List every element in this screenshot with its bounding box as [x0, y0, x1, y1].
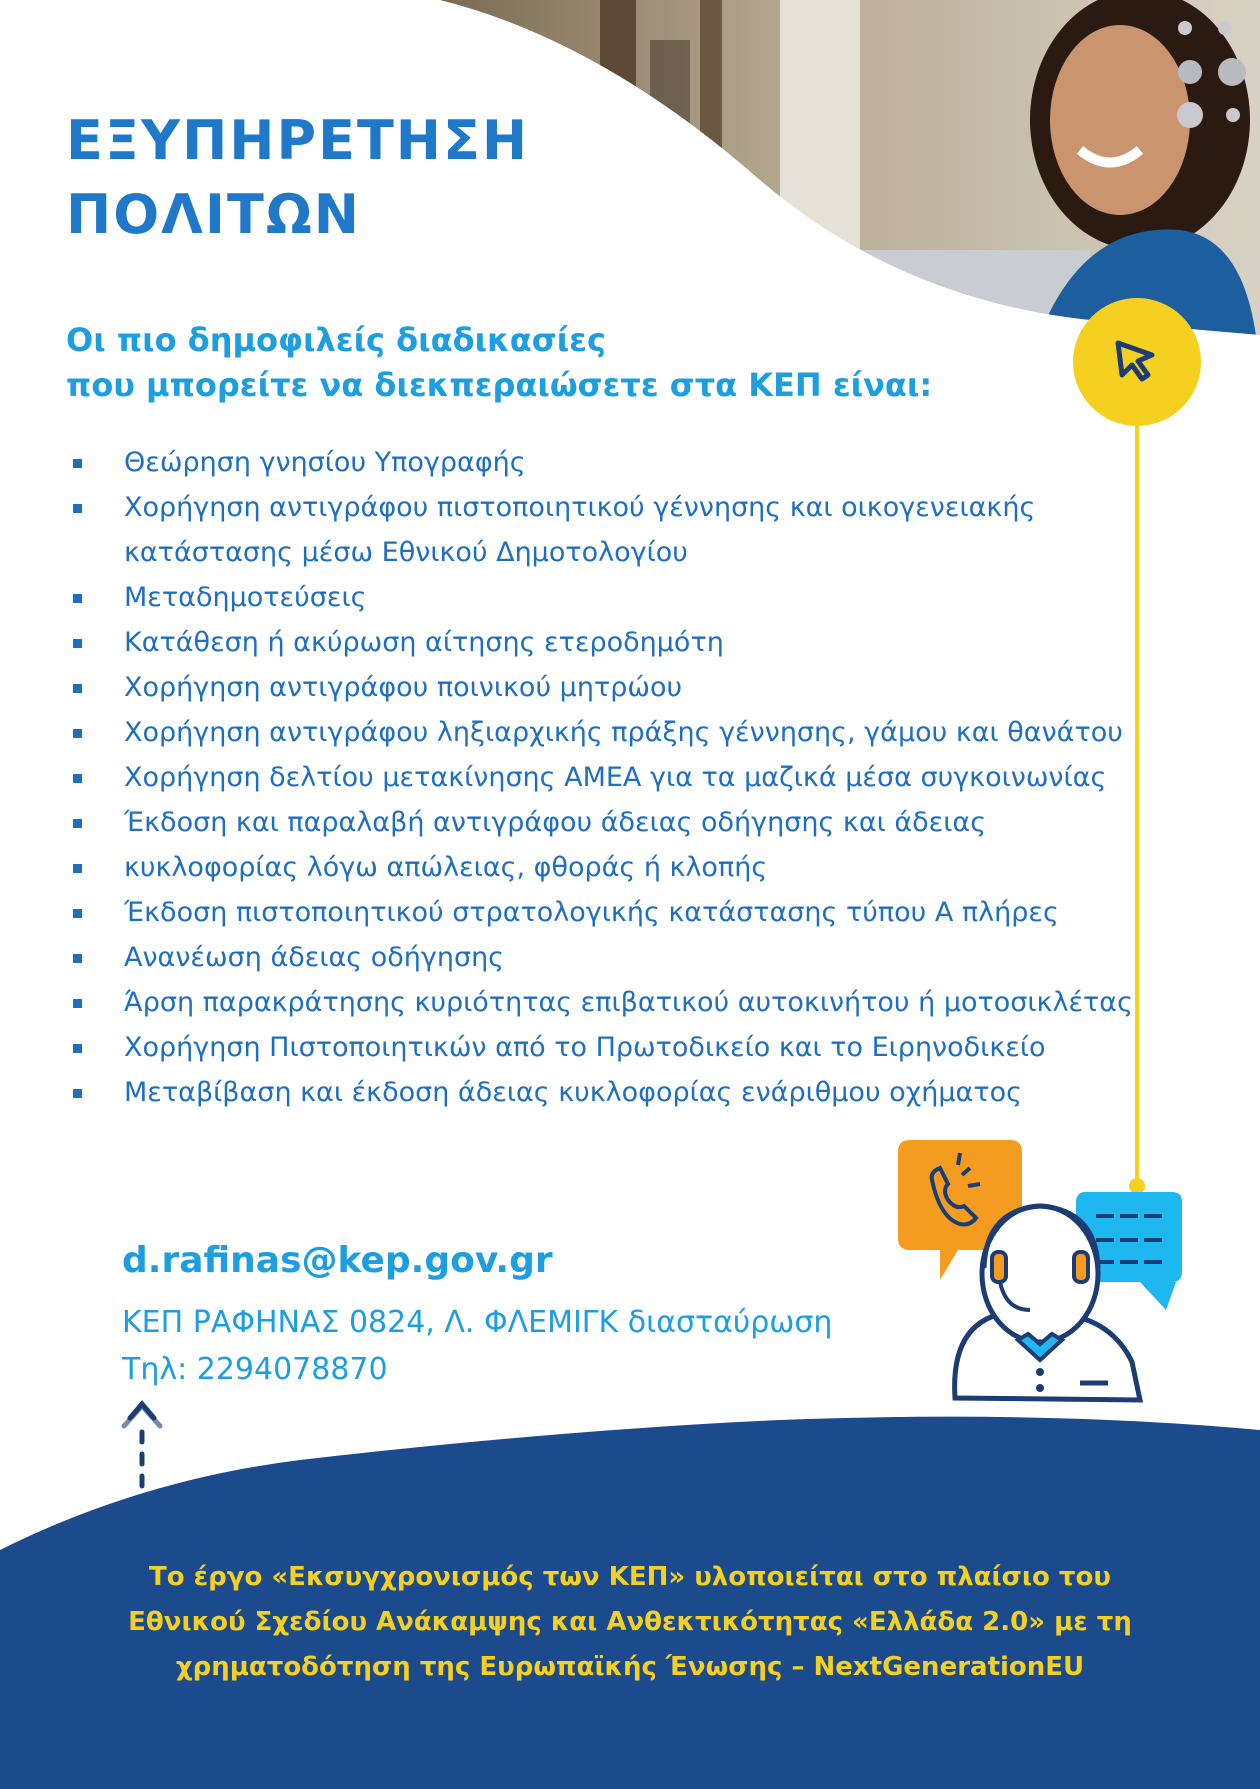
bullet: [73, 684, 82, 693]
bullet: [73, 1044, 82, 1053]
list-item: [66, 980, 1146, 1025]
address-text: ΚΕΠ ΡΑΦΗΝΑΣ 0824, Λ. ΦΛΕΜΙΓΚ διασταύρωση: [122, 1305, 833, 1340]
list-item: [66, 710, 1146, 755]
footer-line-2: Εθνικού Σχεδίου Ανάκαμψης και Ανθεκτικότητας «Ελλάδα 2.0» με τη: [128, 1607, 1132, 1637]
list-item-text: Θεώρηση γνησίου Υπογραφής: [124, 447, 526, 478]
list-item-text: Ανανέωση άδειας οδήγησης: [124, 942, 505, 973]
list-item: [66, 935, 1146, 980]
list-item-text: κυκλοφορίας λόγω απώλειας, φθοράς ή κλοπής: [124, 852, 768, 883]
list-item-text: Έκδοση πιστοποιητικού στρατολογικής κατάστασης τύπου Α πλήρες: [124, 897, 1059, 928]
list-item-text: Έκδοση και παραλαβή αντιγράφου άδειας οδήγησης και άδειας: [124, 807, 987, 838]
list-item-text: Χορήγηση Πιστοποιητικών από το Πρωτοδικείο και το Ειρηνοδικείο: [124, 1032, 1046, 1063]
list-item: [66, 485, 1146, 530]
bullet: [73, 819, 82, 828]
list-item: [66, 665, 1146, 710]
list-item: [66, 620, 1146, 665]
list-item-text: Μεταβίβαση και έκδοση άδειας κυκλοφορίας ενάριθμου οχήματος: [124, 1077, 1022, 1108]
bullet: [73, 909, 82, 918]
list-item: [66, 440, 1146, 485]
bullet: [73, 504, 82, 513]
list-item: [66, 1025, 1146, 1070]
list-item: [66, 575, 1146, 620]
list-item-text: Μεταδημοτεύσεις: [124, 582, 367, 613]
bullet: [73, 729, 82, 738]
title-line-2: ΠΟΛΙΤΩΝ: [66, 183, 361, 246]
bullet: [73, 1089, 82, 1098]
list-item-text: Χορήγηση αντιγράφου ποινικού μητρώου: [124, 672, 683, 703]
phone-text: Τηλ: 2294078870: [122, 1352, 388, 1387]
list-item-text: Κατάθεση ή ακύρωση αίτησης ετεροδημότη: [124, 627, 724, 658]
list-item-text: Άρση παρακράτησης κυριότητας επιβατικού αυτοκινήτου ή μοτοσικλέτας: [124, 987, 1133, 1018]
bullet: [73, 999, 82, 1008]
bullet: [73, 774, 82, 783]
list-item-text: κατάστασης μέσω Εθνικού Δημοτολογίου: [124, 537, 688, 568]
bullet: [73, 639, 82, 648]
list-item: [66, 800, 1146, 845]
list-item: [66, 845, 1146, 890]
title-line-1: ΕΞΥΠΗΡΕΤΗΣΗ: [66, 109, 530, 172]
bullet: [73, 594, 82, 603]
intro-line-1: Οι πιο δημοφιλείς διαδικασίες: [66, 321, 606, 359]
procedures-list: [66, 440, 1146, 1115]
list-item-text: Χορήγηση αντιγράφου ληξιαρχικής πράξης γέννησης, γάμου και θανάτου: [124, 717, 1123, 748]
list-item: [66, 755, 1146, 800]
footer-line-1: Το έργο «Εκσυγχρονισμός των ΚΕΠ» υλοποιείται στο πλαίσιο του: [149, 1562, 1111, 1592]
email-link[interactable]: d.rafinas@kep.gov.gr: [122, 1240, 553, 1281]
list-item: [66, 890, 1146, 935]
intro-line-2: που μπορείτε να διεκπεραιώσετε στα ΚΕΠ είναι:: [66, 366, 933, 404]
footer-funding-text: [110, 1555, 1150, 1690]
footer-line-3: χρηματοδότηση της Ευρωπαϊκής Ένωσης – NextGenerationEU: [175, 1652, 1085, 1682]
list-item-text: Χορήγηση δελτίου μετακίνησης ΑΜΕΑ για τα μαζικά μέσα συγκοινωνίας: [124, 762, 1107, 793]
bullet: [73, 864, 82, 873]
list-item-continuation: [66, 530, 1146, 575]
list-item: [66, 1070, 1146, 1115]
bullet: [73, 954, 82, 963]
list-item-text: Χορήγηση αντιγράφου πιστοποιητικού γέννησης και οικογενειακής: [124, 492, 1036, 523]
bullet: [73, 459, 82, 468]
